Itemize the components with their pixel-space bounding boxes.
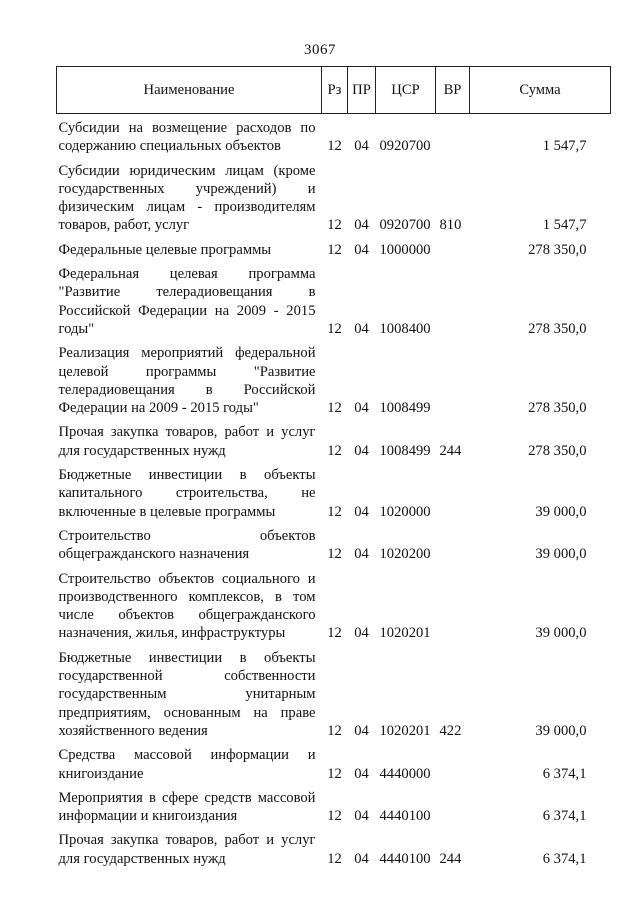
column-header-pr: ПР — [348, 67, 376, 114]
cell-pr: 04 — [354, 400, 369, 417]
cell-vr — [436, 564, 470, 643]
cell-vr — [436, 460, 470, 521]
cell-vr: 244 — [439, 850, 462, 867]
column-header-rz: Рз — [322, 67, 348, 114]
cell-csr: 1020000 — [379, 503, 431, 520]
cell-rz: 12 — [327, 722, 342, 739]
cell-rz: 12 — [327, 400, 342, 417]
cell-rz: 12 — [327, 808, 342, 825]
cell-name: Прочая закупка товаров, работ и услуг для государственных нужд — [58, 832, 316, 867]
cell-csr: 4440100 — [379, 808, 431, 825]
cell-vr: 244 — [439, 442, 462, 459]
cell-vr — [436, 114, 470, 156]
cell-pr: 04 — [354, 138, 369, 155]
cell-pr: 04 — [354, 808, 369, 825]
cell-name: Бюджетные инвестиции в объекты государственной собственности государственным унитарным предприятиям, основанным на праве хозяйственного ведения — [58, 649, 316, 739]
column-header-name: Наименование — [57, 67, 322, 114]
cell-pr: 04 — [354, 850, 369, 867]
cell-csr: 1000000 — [379, 241, 431, 258]
cell-rz: 12 — [327, 765, 342, 782]
cell-rz: 12 — [327, 503, 342, 520]
cell-sum: 39 000,0 — [535, 625, 587, 642]
table-header — [57, 67, 611, 114]
table-body — [57, 114, 611, 868]
table-row — [57, 643, 611, 740]
cell-pr: 04 — [354, 546, 369, 563]
cell-sum: 39 000,0 — [535, 546, 587, 563]
table-row — [57, 235, 611, 259]
cell-rz: 12 — [327, 442, 342, 459]
cell-name: Бюджетные инвестиции в объекты капитального строительства, не включенные в целевые программы — [58, 467, 316, 520]
cell-sum: 1 547,7 — [542, 138, 587, 155]
cell-vr — [436, 521, 470, 564]
cell-csr: 1008499 — [379, 400, 431, 417]
cell-pr: 04 — [354, 722, 369, 739]
cell-sum: 39 000,0 — [535, 722, 587, 739]
cell-vr — [436, 259, 470, 338]
cell-csr: 4440100 — [379, 850, 431, 867]
table-row — [57, 114, 611, 156]
cell-rz: 12 — [327, 625, 342, 642]
cell-pr: 04 — [354, 503, 369, 520]
cell-name: Прочая закупка товаров, работ и услуг для государственных нужд — [58, 424, 316, 459]
cell-pr: 04 — [354, 625, 369, 642]
column-header-vr: ВР — [436, 67, 470, 114]
cell-sum: 278 350,0 — [528, 241, 587, 258]
table-row — [57, 825, 611, 868]
table-row — [57, 783, 611, 826]
cell-name: Строительство объектов социального и производственного комплексов, в том числе объектов общегражданского назначения, жилья, инфраструктуры — [58, 570, 316, 642]
cell-sum: 6 374,1 — [542, 765, 587, 782]
table-row — [57, 338, 611, 417]
cell-rz: 12 — [327, 241, 342, 258]
cell-sum: 1 547,7 — [542, 217, 587, 234]
column-header-csr: ЦСР — [376, 67, 436, 114]
table-row — [57, 417, 611, 460]
table-row — [57, 740, 611, 783]
table-row — [57, 259, 611, 338]
cell-pr: 04 — [354, 442, 369, 459]
cell-name: Субсидии на возмещение расходов по содержанию специальных объектов — [58, 120, 316, 155]
cell-csr: 0920700 — [379, 217, 431, 234]
cell-sum: 278 350,0 — [528, 400, 587, 417]
cell-csr: 1020201 — [379, 625, 431, 642]
cell-vr — [436, 338, 470, 417]
cell-rz: 12 — [327, 850, 342, 867]
table-row — [57, 156, 611, 235]
cell-csr: 1008499 — [379, 442, 431, 459]
page-number: 3067 — [304, 42, 336, 58]
cell-pr: 04 — [354, 241, 369, 258]
cell-pr: 04 — [354, 320, 369, 337]
cell-name: Субсидии юридическим лицам (кроме государственных учреждений) и физическим лицам - производителям товаров, работ, услуг — [58, 162, 316, 234]
cell-pr: 04 — [354, 217, 369, 234]
cell-name: Мероприятия в сфере средств массовой информации и книгоиздания — [58, 789, 316, 825]
table-row — [57, 521, 611, 564]
budget-table — [56, 66, 611, 868]
cell-csr: 1008400 — [379, 320, 431, 337]
cell-name: Федеральная целевая программа "Развитие телерадиовещания в Российской Федерации на 2009 - 2015 годы" — [58, 266, 316, 337]
cell-csr: 1020200 — [379, 546, 431, 563]
cell-vr: 810 — [439, 217, 462, 234]
table-row — [57, 564, 611, 643]
cell-sum: 6 374,1 — [542, 808, 587, 825]
cell-rz: 12 — [327, 138, 342, 155]
cell-name: Федеральные целевые программы — [58, 241, 272, 258]
cell-sum: 278 350,0 — [528, 320, 587, 337]
column-header-sum: Сумма — [470, 67, 611, 114]
cell-rz: 12 — [327, 217, 342, 234]
table-row — [57, 460, 611, 521]
cell-name: Реализация мероприятий федеральной целевой программы "Развитие телерадиовещания в Российской Федерации на 2009 - 2015 годы" — [58, 345, 316, 417]
cell-csr: 4440000 — [379, 765, 431, 782]
cell-csr: 1020201 — [379, 722, 431, 739]
cell-rz: 12 — [327, 546, 342, 563]
cell-vr — [436, 740, 470, 783]
cell-pr: 04 — [354, 765, 369, 782]
cell-sum: 6 374,1 — [542, 850, 587, 867]
cell-vr — [436, 783, 470, 826]
cell-vr: 422 — [439, 722, 462, 739]
cell-sum: 278 350,0 — [528, 442, 587, 459]
cell-name: Средства массовой информации и книгоиздание — [58, 747, 316, 782]
cell-rz: 12 — [327, 320, 342, 337]
cell-name: Строительство объектов общегражданского назначения — [58, 527, 316, 563]
cell-sum: 39 000,0 — [535, 503, 587, 520]
cell-vr — [436, 235, 470, 259]
cell-csr: 0920700 — [379, 138, 431, 155]
